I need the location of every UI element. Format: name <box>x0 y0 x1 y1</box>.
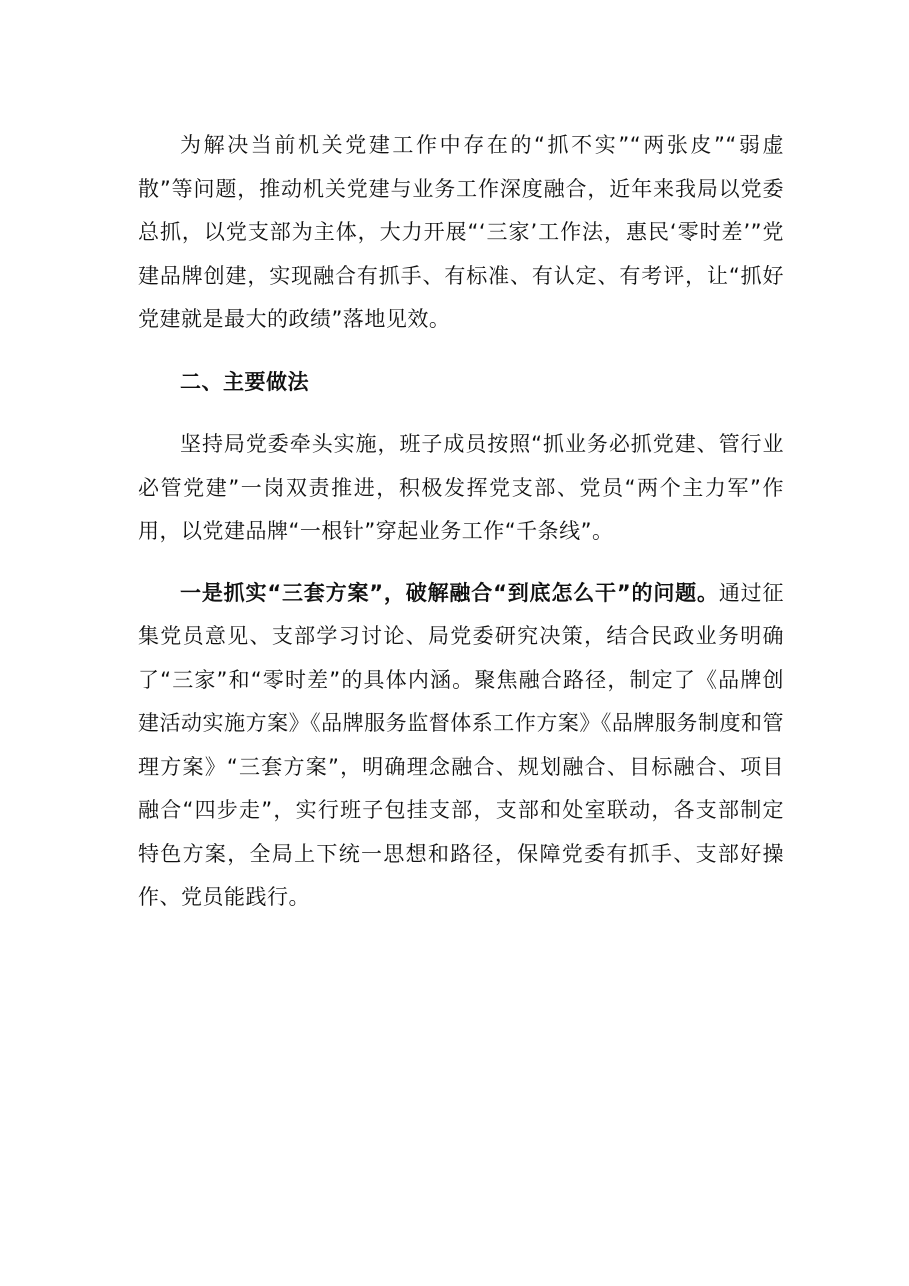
three-plans-body: 通过征集党员意见、支部学习讨论、局党委研究决策，结合民政业务明确了“三家”和“零时差”的具体内涵。聚焦融合路径，制定了《品牌创建活动实施方案》《品牌服务监督体系工作方案》《品牌服务制度和管理方案》“三套方案”，明确理念融合、规划融合、目标融合、项目融合“四步走”，实行班子包挂支部，支部和处室联动，各支部制定特色方案，全局上下统一思想和路径，保障党委有抓手、支部好操作、党员能践行。 <box>138 580 784 909</box>
main-practices-paragraph <box>138 423 784 554</box>
main-practices-text: 坚持局党委牵头实施，班子成员按照“抓业务必抓党建、管行业必管党建”一岗双责推进，积极发挥党支部、党员“两个主力军”作用，以党建品牌“一根针”穿起业务工作“千条线”。 <box>138 432 784 543</box>
three-plans-lead: 一是抓实“三套方案”，破解融合“到底怎么干”的问题。 <box>180 580 719 605</box>
section-heading-main-practices: 二、主要做法 <box>180 369 309 394</box>
three-plans-paragraph <box>138 572 784 920</box>
intro-paragraph: 为解决当前机关党建工作中存在的“抓不实”“两张皮”“弱虚散”等问题，推动机关党建与业务工作深度融合，近年来我局以党委总抓，以党支部为主体，大力开展“‘三家’工作法，惠民‘零时差’”党建品牌创建，实现融合有抓手、有标准、有认定、有考评，让“抓好党建就是最大的政绩”落地见效。 <box>138 133 784 331</box>
document-body <box>138 124 784 920</box>
